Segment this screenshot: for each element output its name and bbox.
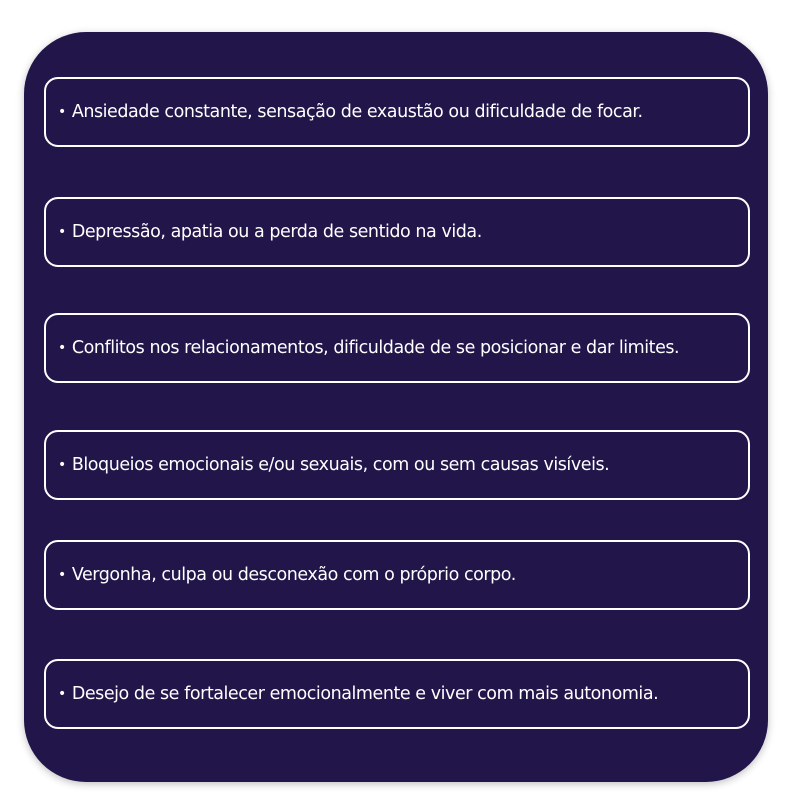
symptoms-card	[24, 32, 768, 782]
list-item-text: Vergonha, culpa ou desconexão com o próprio corpo.	[71, 565, 516, 585]
list-item	[44, 430, 750, 500]
bullet-icon: •	[58, 457, 66, 473]
list-item-text: Conflitos nos relacionamentos, dificuldade de se posicionar e dar limites.	[71, 338, 680, 358]
list-item-text: Desejo de se fortalecer emocionalmente e viver com mais autonomia.	[71, 684, 659, 704]
bullet-icon: •	[58, 340, 66, 356]
bullet-icon: •	[58, 686, 66, 702]
list-item-text: Bloqueios emocionais e/ou sexuais, com ou sem causas visíveis.	[71, 455, 610, 475]
bullet-icon: •	[58, 224, 66, 240]
list-item	[44, 659, 750, 729]
list-item-text: Ansiedade constante, sensação de exaustão ou dificuldade de focar.	[71, 102, 643, 122]
list-item	[44, 197, 750, 267]
list-item-text: Depressão, apatia ou a perda de sentido na vida.	[71, 222, 482, 242]
list-item	[44, 313, 750, 383]
bullet-icon: •	[58, 104, 66, 120]
list-item	[44, 540, 750, 610]
list-item	[44, 77, 750, 147]
bullet-icon: •	[58, 567, 66, 583]
